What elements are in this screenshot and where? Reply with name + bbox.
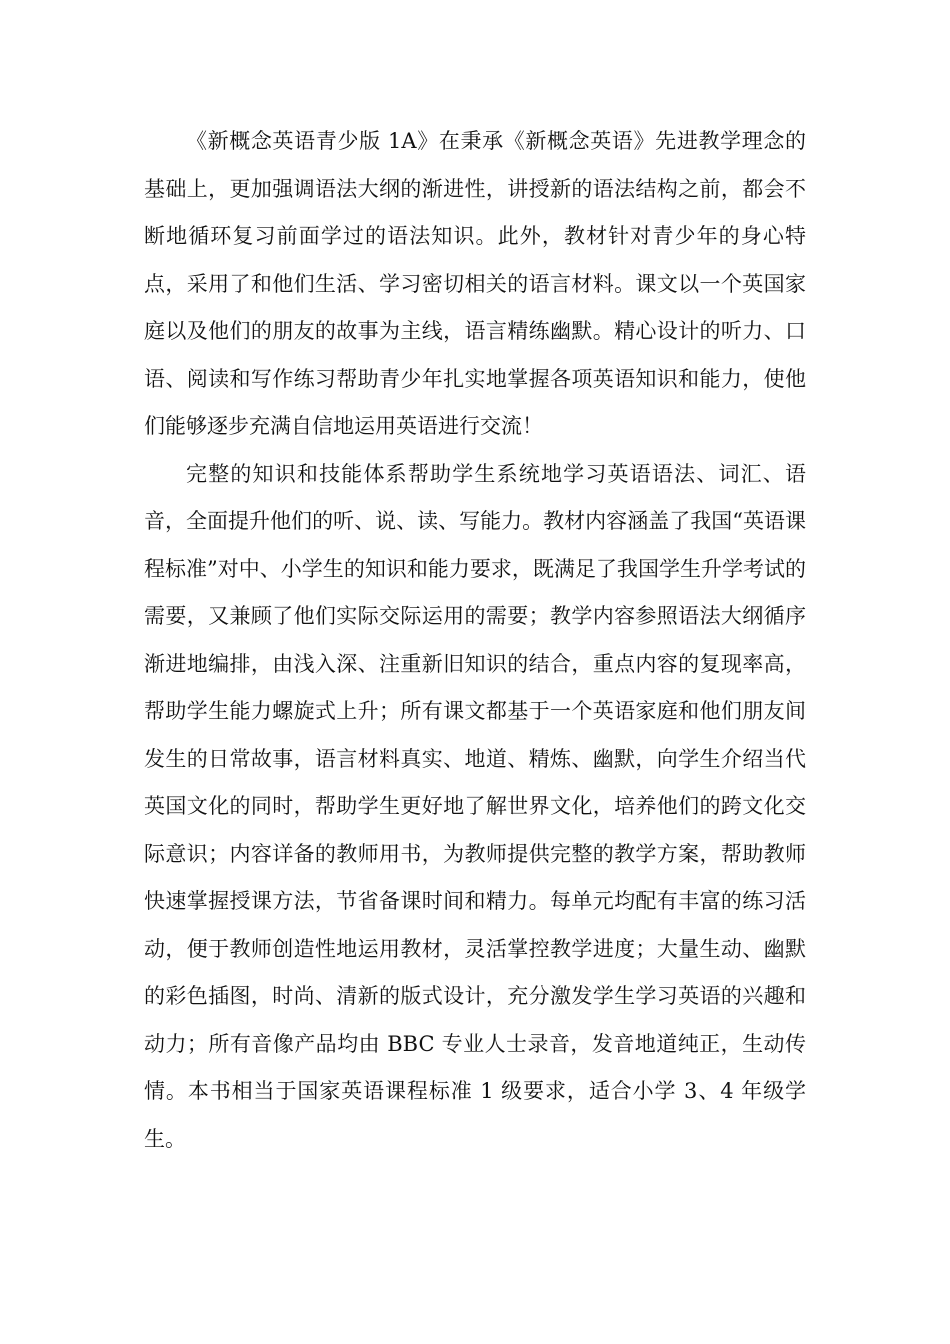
document-page	[144, 118, 806, 1163]
paragraph-features: 完整的知识和技能体系帮助学生系统地学习英语语法、词汇、语音，全面提升他们的听、说、读、写能力。教材内容涵盖了我国“英语课程标准”对中、小学生的知识和能力要求，既满足了我国学生升学考试的需要，又兼顾了他们实际交际运用的需要；教学内容参照语法大纲循序渐进地编排，由浅入深、注重新旧知识的结合，重点内容的复现率高，帮助学生能力螺旋式上升；所有课文都基于一个英语家庭和他们朋友间发生的日常故事，语言材料真实、地道、精炼、幽默，向学生介绍当代英国文化的同时，帮助学生更好地了解世界文化，培养他们的跨文化交际意识；内容详备的教师用书，为教师提供完整的教学方案，帮助教师快速掌握授课方法，节省备课时间和精力。每单元均配有丰富的练习活动，便于教师创造性地运用教材，灵活掌控教学进度；大量生动、幽默的彩色插图，时尚、清新的版式设计，充分激发学生学习英语的兴趣和动力；所有音像产品均由 BBC 专业人士录音，发音地道纯正，生动传情。本书相当于国家英语课程标准 1 级要求，适合小学 3、4 年级学生。	[144, 461, 806, 1151]
paragraph-intro: 《新概念英语青少版 1A》在秉承《新概念英语》先进教学理念的基础上，更加强调语法大纲的渐进性，讲授新的语法结构之前，都会不断地循环复习前面学过的语法知识。此外，教材针对青少年的身心特点，采用了和他们生活、学习密切相关的语言材料。课文以一个英国家庭以及他们的朋友的故事为主线，语言精练幽默。精心设计的听力、口语、阅读和写作练习帮助青少年扎实地掌握各项英语知识和能力，使他们能够逐步充满自信地运用英语进行交流！	[144, 129, 806, 438]
